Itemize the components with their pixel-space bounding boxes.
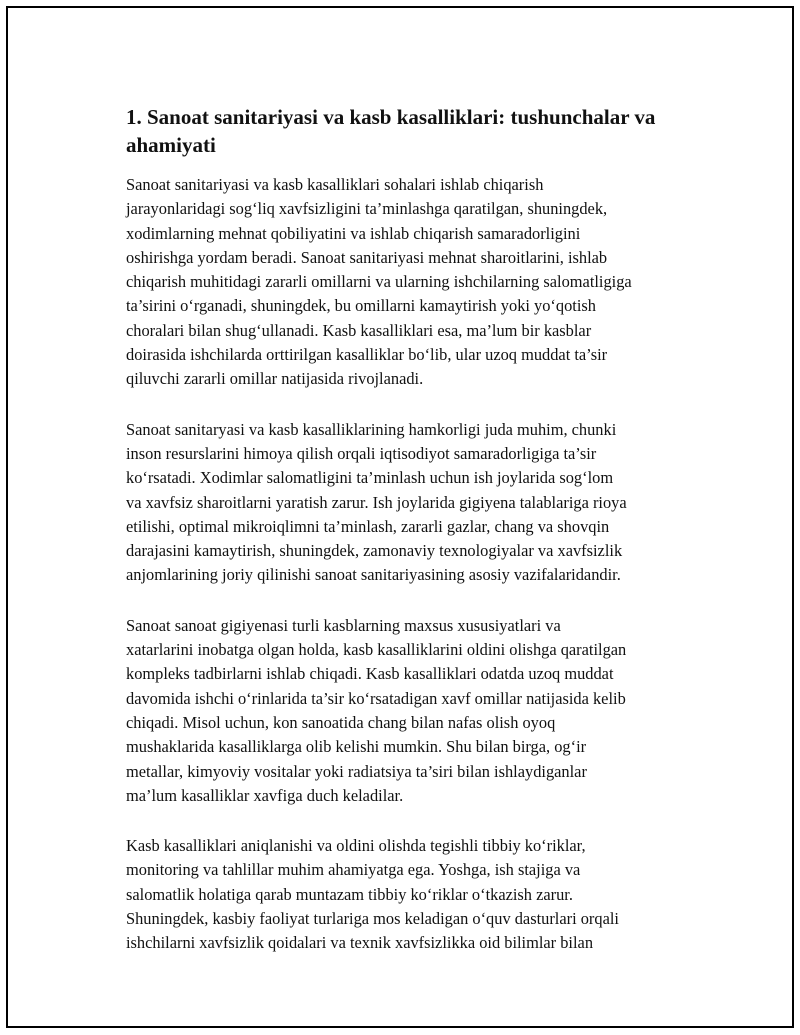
document-page [6,6,794,1028]
paragraph-3: Sanoat sanoat gigiyenasi turli kasblarning maxsus xususiyatlari va xatarlarini inobatga olgan holda, kasb kasalliklarini oldini olishga qaratilgan kompleks tadbirlarni ishlab chiqadi. Kasb kasalliklari odatda uzoq muddat davomida ishchi o‘rinlarida ta’sir ko‘rsatadigan xavf omillar natijasida kelib chiqadi. Misol uchun, kon sanoatida chang bilan nafas olish oyoq mushaklarida kasalliklarga olib kelishi mumkin. Shu bilan birga, og‘ir metallar, kimyoviy vositalar yoki radiatsiya ta’siri bilan ishlaydiganlar ma’lum kasalliklar xavfiga duch keladilar. [126,615,627,805]
section-heading: 1. Sanoat sanitariyasi va kasb kasalliklari: tushunchalar va ahamiyati [126,105,656,157]
paragraph-4: Kasb kasalliklari aniqlanishi va oldini olishda tegishli tibbiy ko‘riklar, monitoring va tahlillar muhim ahamiyatga ega. Yoshga, ish stajiga va salomatlik holatiga qarab muntazam tibbiy ko‘riklar o‘tkazish zarur. Shuningdek, kasbiy faoliyat turlariga mos keladigan o‘quv dasturlari orqali ishchilarni xavfsizlik qoidalari va texnik xavfsizlikka oid bilimlar bilan [126,836,619,953]
paragraph-1: Sanoat sanitariyasi va kasb kasalliklari sohalari ishlab chiqarish jarayonlaridagi sog‘liq xavfsizligini ta’minlashga qaratilgan, shuningdek, xodimlarning mehnat qobiliyatini va ishlab chiqarish samaradorligini oshirishga yordam beradi. Sanoat sanitariyasi mehnat sharoitlarini, ishlab chiqarish muhitidagi zararli omillarni va ularning ishchilarning salomatligiga ta’sirini o‘rganadi, shuningdek, bu omillarni kamaytirish yoki yo‘qotish choralari bilan shug‘ullanadi. Kasb kasalliklari esa, ma’lum bir kasblar doirasida ishchilarda orttirilgan kasalliklar bo‘lib, ular uzoq muddat ta’sir qiluvchi zararli omillar natijasida rivojlanadi. [126,175,632,389]
document-body [126,103,698,982]
paragraph-2: Sanoat sanitaryasi va kasb kasalliklarining hamkorligi juda muhim, chunki inson resurslarini himoya qilish orqali iqtisodiyot samaradorligiga ta’sir ko‘rsatadi. Xodimlar salomatligini ta’minlash uchun ish joylarida sog‘lom va xavfsiz sharoitlarni yaratish zarur. Ish joylarida gigiyena talablariga rioya etilishi, optimal mikroiqlimni ta’minlash, zararli gazlar, chang va shovqin darajasini kamaytirish, shuningdek, zamonaviy texnologiyalar va xavfsizlik anjomlarining joriy qilinishi sanoat sanitariyasining asosiy vazifalaridandir. [126,419,627,585]
